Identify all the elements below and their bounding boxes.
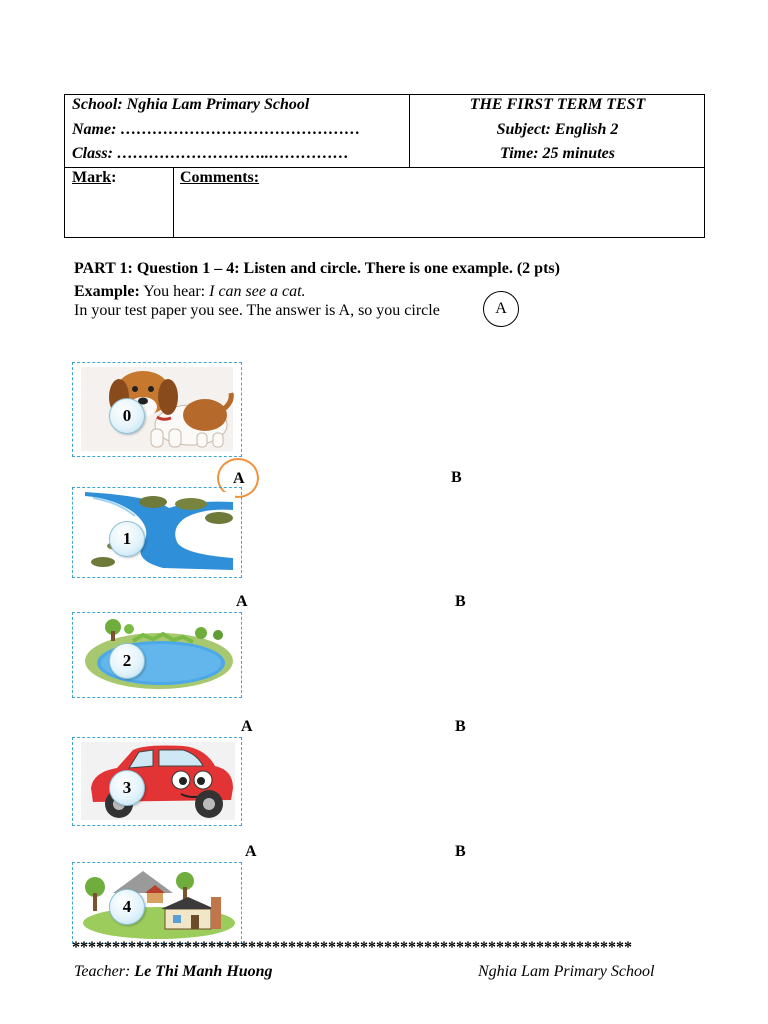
school-field: School: Nghia Lam Primary School bbox=[72, 96, 310, 113]
question-2-option-b[interactable]: B bbox=[455, 718, 466, 735]
question-0-frame bbox=[72, 362, 242, 457]
question-1-frame bbox=[72, 487, 242, 578]
question-3-frame bbox=[72, 737, 242, 826]
question-number-3: 3 bbox=[109, 770, 145, 806]
village-picture bbox=[73, 863, 240, 942]
comments-label: Comments: bbox=[180, 169, 260, 186]
question-number-2: 2 bbox=[109, 643, 145, 679]
river-picture bbox=[73, 488, 240, 576]
teacher-credit: Teacher: Le Thi Manh Huong bbox=[74, 963, 273, 980]
time-field: Time: 25 minutes bbox=[500, 145, 615, 162]
question-number-4: 4 bbox=[109, 889, 145, 925]
circled-answer-example: A bbox=[483, 291, 519, 327]
question-2-option-a[interactable]: A bbox=[241, 718, 253, 735]
dog-picture bbox=[73, 363, 240, 455]
example-line: Example: You hear: I can see a cat. bbox=[74, 283, 306, 300]
car-picture bbox=[73, 738, 240, 824]
question-3-option-a[interactable]: A bbox=[245, 843, 257, 860]
test-title: THE FIRST TERM TEST bbox=[469, 96, 646, 113]
question-1-option-b[interactable]: B bbox=[455, 593, 466, 610]
subject-field: Subject: English 2 bbox=[496, 121, 619, 138]
header-table bbox=[64, 94, 705, 238]
answer-line: In your test paper you see. The answer is A, so you circle bbox=[74, 302, 440, 319]
question-3-option-b[interactable]: B bbox=[455, 843, 466, 860]
question-number-1: 1 bbox=[109, 521, 145, 557]
question-0-option-a[interactable]: A bbox=[233, 470, 245, 487]
question-number-0: 0 bbox=[109, 398, 145, 434]
mark-label: Mark: bbox=[72, 169, 117, 186]
example-sentence: I can see a cat. bbox=[209, 283, 306, 300]
separator-line: ********************************************************************** bbox=[72, 939, 632, 956]
question-0-option-b[interactable]: B bbox=[451, 469, 462, 486]
question-1-option-a[interactable]: A bbox=[236, 593, 248, 610]
lake-picture bbox=[73, 613, 240, 696]
class-field: Class: ………………………..…………… bbox=[72, 145, 349, 162]
name-field: Name: ……………………………………… bbox=[72, 121, 361, 138]
footer-school: Nghia Lam Primary School bbox=[478, 963, 655, 980]
question-4-frame bbox=[72, 862, 242, 944]
teacher-name: Le Thi Manh Huong bbox=[134, 963, 273, 980]
part1-title: PART 1: Question 1 – 4: Listen and circle. There is one example. (2 pts) bbox=[74, 260, 560, 277]
question-2-frame bbox=[72, 612, 242, 698]
